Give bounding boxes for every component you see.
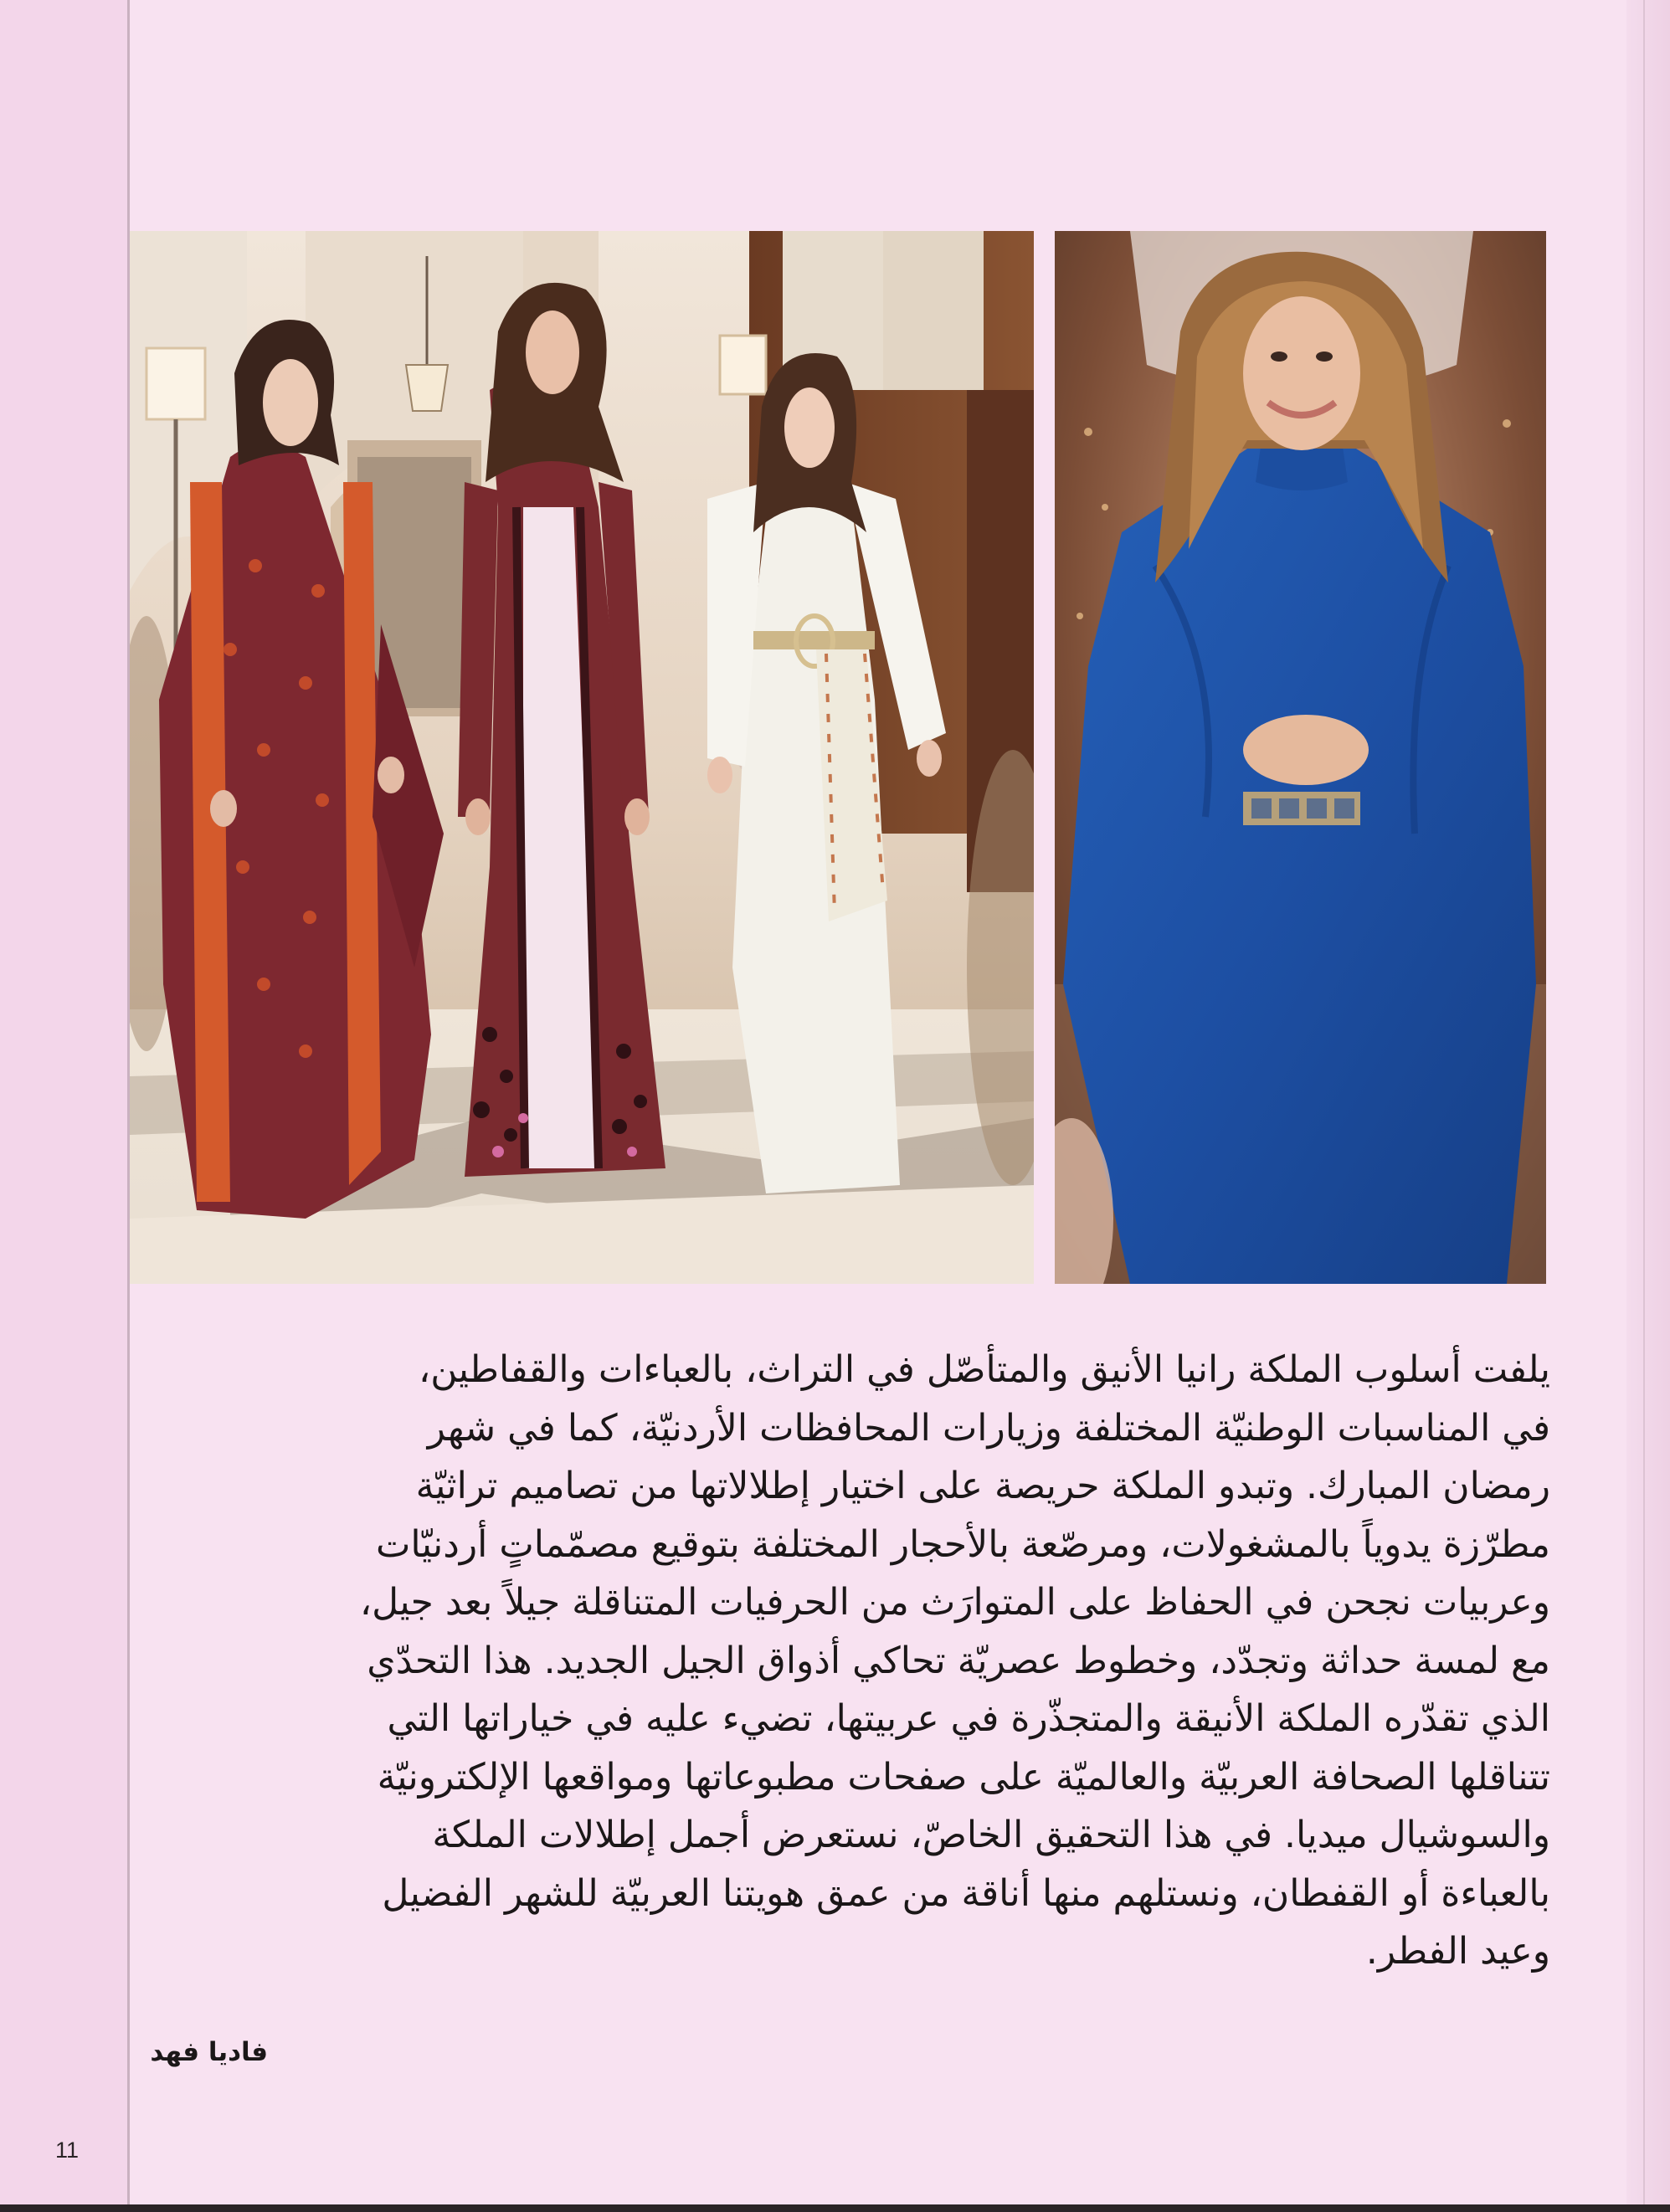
scan-bottom-edge xyxy=(0,2204,1670,2212)
article-line: بالعباءة أو القفطان، ونستلهم منها أناقة من عمق هويتنا العربيّة للشهر الفضيل xyxy=(382,1871,1550,1915)
article-line: وعيد الفطر. xyxy=(1365,1930,1550,1973)
portrait-photo xyxy=(1055,231,1546,1284)
article-line: الذي تقدّره الملكة الأنيقة والمتجذّرة في عربيتها، تضيء عليه في خياراتها التي xyxy=(387,1697,1550,1740)
article-line: مع لمسة حداثة وتجدّد، وخطوط عصريّة تحاكي أذواق الجيل الجديد. هذا التحدّي xyxy=(367,1639,1550,1682)
article-line: في المناسبات الوطنيّة المختلفة وزيارات المحافظات الأردنيّة، كما في شهر xyxy=(427,1406,1550,1450)
binding-gutter xyxy=(0,0,130,2212)
page-edge xyxy=(1626,0,1670,2212)
group-photo xyxy=(130,231,1034,1284)
page-edge-line xyxy=(1643,0,1645,2212)
page-number: 11 xyxy=(55,2138,80,2163)
author-name: فاديا فهد xyxy=(150,2037,268,2067)
article-line: رمضان المبارك. وتبدو الملكة حريصة على اختيار إطلالاتها من تصاميم تراثيّة xyxy=(415,1465,1550,1507)
article-line: يلفت أسلوب الملكة رانيا الأنيق والمتأصّل في التراث، بالعباءات والقفاطين، xyxy=(419,1348,1550,1391)
article-line: وعربيات نجحن في الحفاظ على المتوارَث من الحرفيات المتناقلة جيلاً بعد جيل، xyxy=(359,1581,1550,1624)
article-body xyxy=(117,1341,1550,1981)
article-line: والسوشيال ميديا. في هذا التحقيق الخاصّ، نستعرض أجمل إطلالات الملكة xyxy=(432,1814,1550,1856)
article-line: مطرّزة يدوياً بالمشغولات، ومرصّعة بالأحجار المختلفة بتوقيع مصمّماتٍ أردنيّات xyxy=(375,1522,1550,1566)
article-line: تتناقلها الصحافة العربيّة والعالميّة على صفحات مطبوعاتها ومواقعها الإلكترونيّة xyxy=(377,1755,1550,1799)
